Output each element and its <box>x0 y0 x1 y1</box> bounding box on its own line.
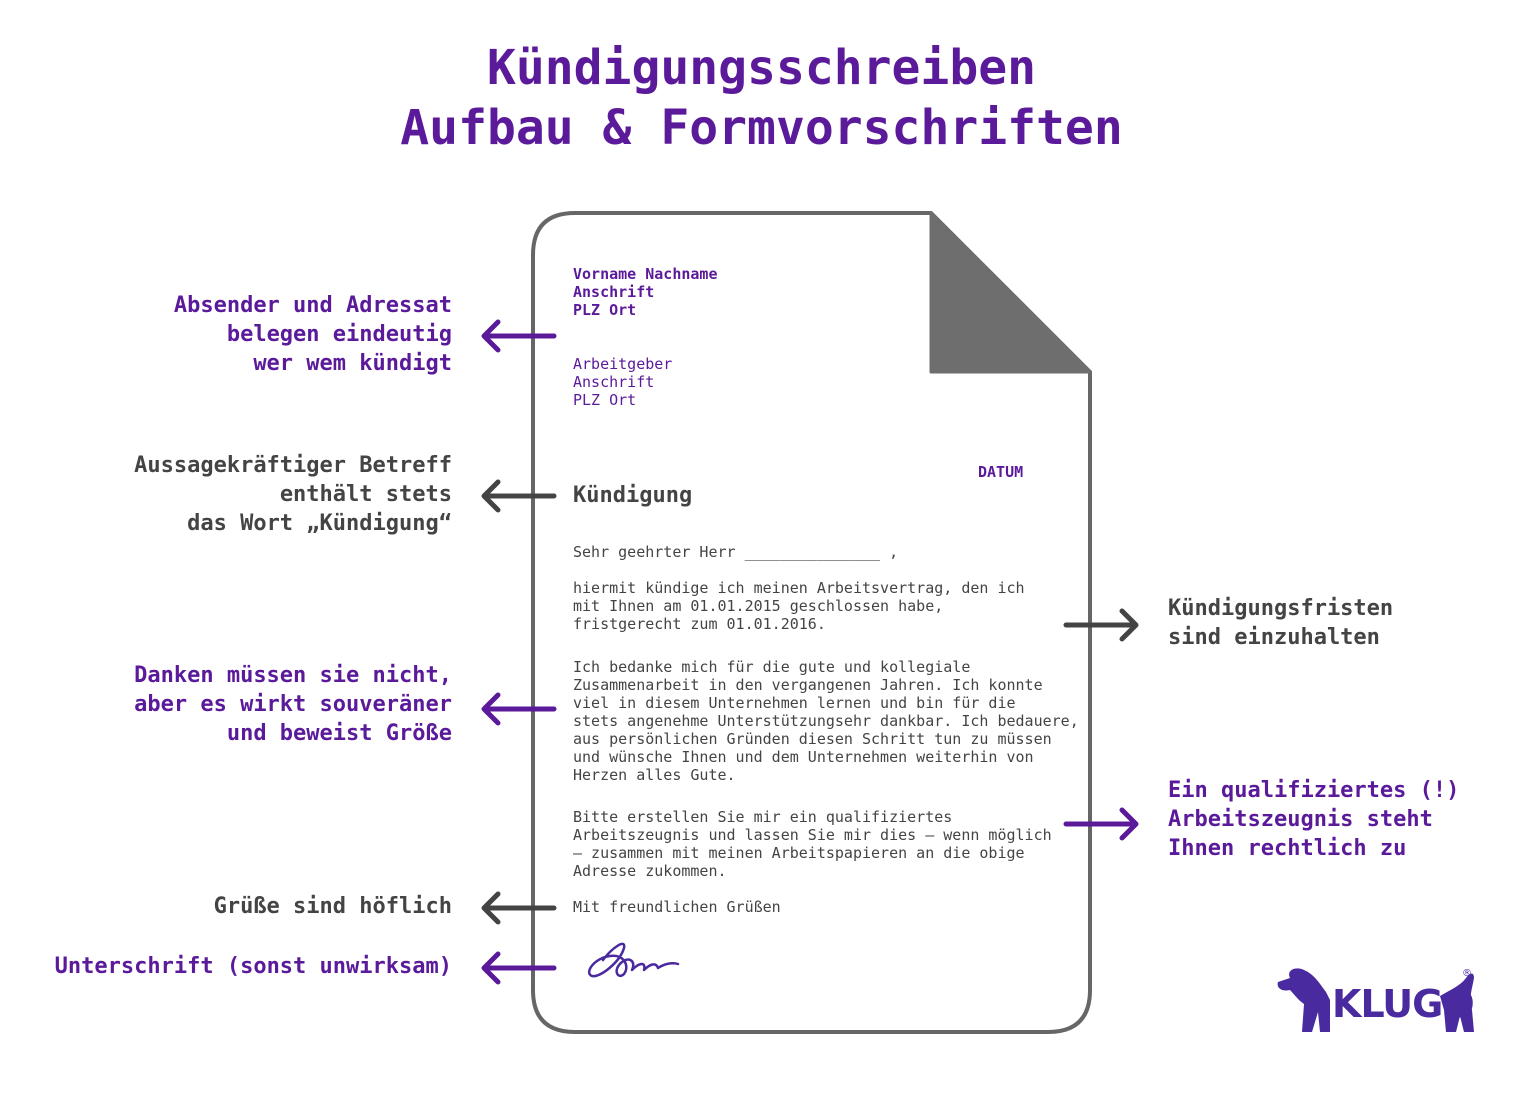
annotation-subject: Aussagekräftiger Betreff enthält stets das Wort „Kündigung“ <box>134 453 452 536</box>
letter-paragraph-3: Bitte erstellen Sie mir ein qualifiziertes Arbeitszeugnis und lassen Sie mir dies – wenn möglich – zusammen mit meinen Arbeitspapieren an die obige Adresse zukommen. <box>573 808 1052 880</box>
registered-mark: ® <box>1462 968 1472 979</box>
letter-paragraph-1: hiermit kündige ich meinen Arbeitsvertrag, den ich mit Ihnen am 01.01.2015 geschlossen habe, fristgerecht zum 01.01.2016. <box>573 579 1025 633</box>
annotation-deadline: Kündigungsfristen sind einzuhalten <box>1168 596 1394 650</box>
annotation-reference: Ein qualifiziertes (!) Arbeitszeugnis steht Ihnen rechtlich zu <box>1168 778 1460 861</box>
annotation-signature: Unterschrift (sonst unwirksam) <box>54 954 452 979</box>
page-title-line1: Kündigungsschreiben <box>486 40 1037 96</box>
sender-address: Vorname Nachname Anschrift PLZ Ort <box>573 265 718 319</box>
letter-subject: Kündigung <box>573 483 693 508</box>
annotation-sender: Absender und Adressat belegen eindeutig wer wem kündigt <box>173 293 452 376</box>
letter-date: DATUM <box>978 463 1024 481</box>
letter-closing: Mit freundlichen Grüßen <box>573 898 781 916</box>
annotation-thanks: Danken müssen sie nicht, aber es wirkt souveräner und beweist Größe <box>134 663 452 746</box>
document-folded-corner <box>931 213 1090 372</box>
recipient-address: Arbeitgeber Anschrift PLZ Ort <box>573 355 673 409</box>
letter-salutation: Sehr geehrter Herr _______________ , <box>573 543 899 561</box>
letter-paragraph-2: Ich bedanke mich für die gute und kollegiale Zusammenarbeit in den vergangenen Jahren. Ich konnte viel in diesem Unternehmen lernen und bin für die stets angenehme Unterstützungsehr dankbar. Ich bedauere, aus persönlichen Gründen diesen Schritt tun zu müssen und wünsche Ihnen und dem Unternehmen weiterhin von Herzen alles Gute. <box>573 658 1079 784</box>
annotation-greeting: Grüße sind höflich <box>213 894 452 919</box>
page-title-line2: Aufbau & Formvorschriften <box>400 100 1123 156</box>
klugo-logo-text: KLUGO <box>1332 982 1474 1026</box>
